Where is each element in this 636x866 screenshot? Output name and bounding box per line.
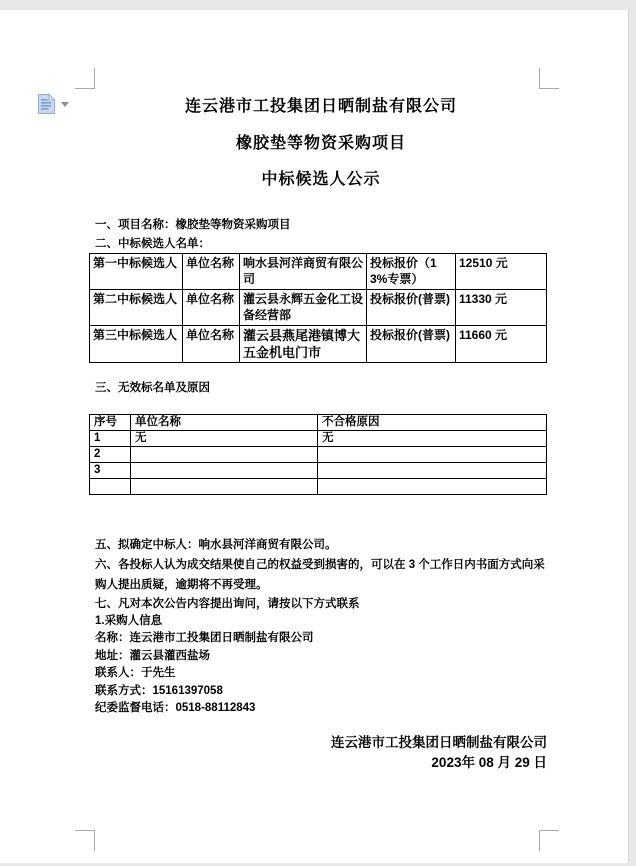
doc-title-announcement: 中标候选人公示	[261, 171, 381, 188]
candidate-row-1	[90, 254, 547, 290]
company-name-cell: 灌云县永辉五金化工设备经营部	[240, 290, 367, 326]
invalid-table-header-row	[90, 415, 547, 431]
paste-options-dropdown-icon[interactable]	[61, 102, 69, 107]
unit-cell	[131, 463, 318, 479]
contact-person: 联系人：于先生	[95, 667, 176, 680]
unit-cell	[131, 479, 318, 495]
candidate-rank-cell: 第一中标候选人	[90, 254, 183, 290]
section-project-name: 一、项目名称：橡胶垫等物资采购项目	[95, 219, 291, 231]
unit-cell: 无	[131, 431, 318, 447]
candidates-table	[89, 253, 547, 363]
reason-cell: 无	[318, 431, 547, 447]
invalid-row-4	[90, 479, 547, 495]
candidate-rank-cell: 第三中标候选人	[90, 326, 183, 363]
text-boundary-mark-top-left	[75, 68, 95, 89]
signature-block	[95, 733, 547, 773]
section-proposed-winner: 五、拟确定中标人：响水县河洋商贸有限公司。	[95, 538, 337, 551]
company-name-cell: 响水县河洋商贸有限公司	[240, 254, 367, 290]
price-value-cell: 12510 元	[456, 254, 547, 290]
invalid-row-3	[90, 463, 547, 479]
signature-date: 2023年 08 月 29 日	[431, 755, 547, 771]
seq-cell: 2	[90, 447, 131, 463]
reason-cell	[318, 447, 547, 463]
section-candidate-list-heading: 二、中标候选人名单：	[95, 238, 210, 250]
unit-cell	[131, 447, 318, 463]
header-unit-cell: 单位名称	[131, 415, 318, 431]
seq-cell	[90, 479, 131, 495]
text-boundary-mark-top-right	[539, 68, 559, 89]
header-reason-cell: 不合格原因	[318, 415, 547, 431]
purchaser-address: 地址：灌云县灌西盐场	[95, 649, 210, 662]
supervision-phone: 纪委监督电话：0518-88112843	[95, 702, 256, 715]
price-label-cell: 投标报价(普票)	[367, 326, 456, 363]
text-boundary-mark-bottom-right	[539, 830, 559, 851]
signature-company: 连云港市工投集团日晒制盐有限公司	[331, 735, 547, 751]
text-boundary-mark-bottom-left	[75, 830, 95, 851]
unit-label-cell: 单位名称	[183, 326, 240, 363]
seq-cell: 3	[90, 463, 131, 479]
candidate-row-2	[90, 290, 547, 326]
doc-title-company: 连云港市工投集团日晒制盐有限公司	[184, 98, 457, 115]
unit-label-cell: 单位名称	[183, 290, 240, 326]
invalid-row-2	[90, 447, 547, 463]
price-value-cell: 11660 元	[456, 326, 547, 363]
seq-cell: 1	[90, 431, 131, 447]
section-invalid-bids-heading: 三、无效标名单及原因	[95, 382, 210, 394]
purchaser-name: 名称：连云港市工投集团日晒制盐有限公司	[95, 632, 314, 645]
price-label-cell: 投标报价（13%专票）	[367, 254, 456, 290]
paste-options-button[interactable]	[37, 93, 71, 117]
invalid-bids-table	[89, 414, 547, 495]
price-value-cell: 11330 元	[456, 290, 547, 326]
document-content	[95, 89, 547, 773]
reason-cell	[318, 479, 547, 495]
unit-label-cell: 单位名称	[183, 254, 240, 290]
document-page	[0, 10, 629, 863]
section-inquiry-contact: 七、凡对本次公告内容提出询问，请按以下方式联系	[95, 597, 360, 610]
purchaser-info-title: 1.采购人信息	[95, 614, 163, 627]
invalid-row-1	[90, 431, 547, 447]
section-objection-notice: 六、各投标人认为成交结果使自己的权益受到损害的，可以在 3 个工作日内书面方式向采购人提出质疑，逾期将不再受理。	[95, 558, 545, 591]
paste-document-icon	[37, 93, 56, 120]
candidate-row-3	[90, 326, 547, 363]
reason-cell	[318, 463, 547, 479]
price-label-cell: 投标报价(普票)	[367, 290, 456, 326]
doc-title-project: 橡胶垫等物资采购项目	[235, 135, 406, 152]
candidate-rank-cell: 第二中标候选人	[90, 290, 183, 326]
company-name-cell: 灌云县燕尾港镇博大五金机电门市	[240, 326, 367, 363]
header-seq-cell: 序号	[90, 415, 131, 431]
contact-phone: 联系方式：15161397058	[95, 684, 223, 697]
